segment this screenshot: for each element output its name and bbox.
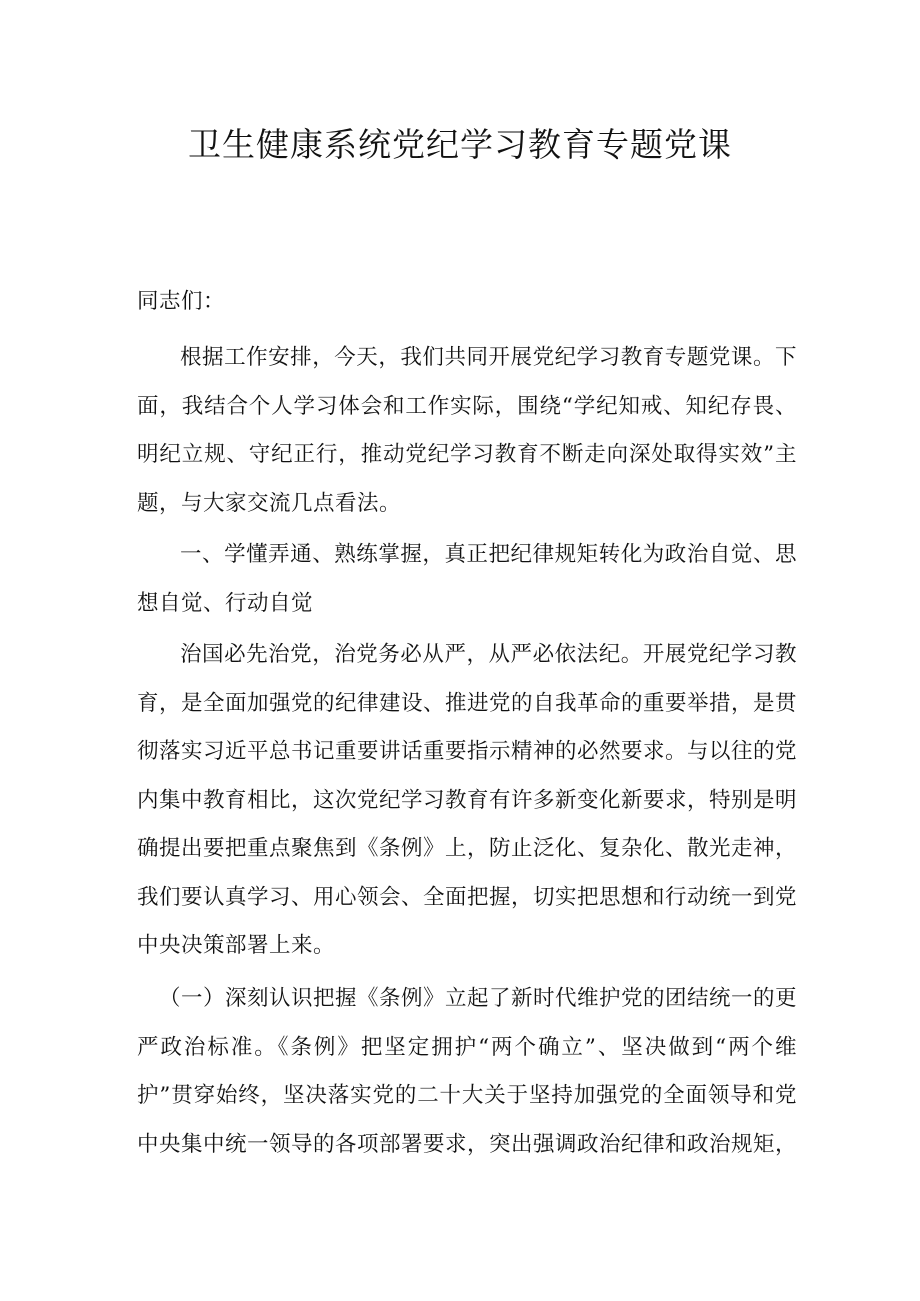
body-paragraph-1: 治国必先治党，治党务必从严，从严必依法纪。开展党纪学习教育，是全面加强党的纪律建设、推进党的自我革命的重要举措，是贯彻落实习近平总书记重要讲话重要指示精神的必然要求。与以往的党内集中教育相比，这次党纪学习教育有许多新变化新要求，特别是明确提出要把重点聚焦到《条例》上，防止泛化、复杂化、散光走神，我们要认真学习、用心领会、全面把握，切实把思想和行动统一到党中央决策部署上来。 [137,642,798,958]
greeting: 同志们： [137,289,226,314]
subsection-paragraph-1: （一）深刻认识把握《条例》立起了新时代维护党的团结统一的更严政治标准。《条例》把坚定拥护“两个确立”、坚决做到“两个维护”贯穿始终，坚决落实党的二十大关于坚持加强党的全面领导和党中央集中统一领导的各项部署要求，突出强调政治纪律和政治规矩， [137,986,798,1157]
document-title: 卫生健康系统党纪学习教育专题党课 [188,125,732,164]
intro-paragraph: 根据工作安排，今天，我们共同开展党纪学习教育专题党课。下面，我结合个人学习体会和工作实际，围绕“学纪知戒、知纪存畏、明纪立规、守纪正行，推动党纪学习教育不断走向深处取得实效”主题，与大家交流几点看法。 [137,345,797,516]
section-heading-1: 一、学懂弄通、熟练掌握，真正把纪律规矩转化为政治自觉、思想自觉、行动自觉 [137,542,797,616]
